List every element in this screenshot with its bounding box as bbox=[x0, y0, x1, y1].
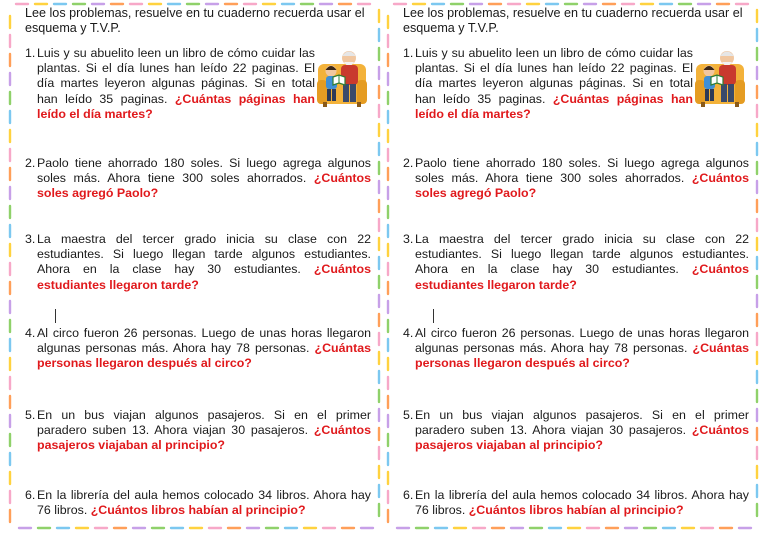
problem-question: ¿Cuántas páginas han leído el día martes? bbox=[415, 91, 693, 121]
problem-text: Al circo fueron 26 personas. Luego de unas horas llegaron algunas personas más. Ahora hay 78 personas. bbox=[415, 326, 749, 356]
problem-text: Al circo fueron 26 personas. Luego de unas horas llegaron algunas personas más. Ahora hay 78 personas. bbox=[37, 326, 371, 356]
text-cursor bbox=[433, 309, 434, 323]
problem-question: ¿Cuántos soles agregó Paolo? bbox=[37, 171, 371, 201]
problem-text: Luis y su abuelito leen un libro de cómo cuidar las plantas. Si el día lunes han leído 22 paginas. El día martes leyeron algunas páginas. Si en total han leído 35 paginas. bbox=[415, 46, 693, 106]
problem-number: 2. bbox=[25, 156, 36, 170]
problem-number: 6. bbox=[403, 488, 414, 502]
instructions: Lee los problemas, resuelve en tu cuaderno recuerda usar el esquema y T.V.P. bbox=[403, 6, 743, 35]
problem-number: 3. bbox=[403, 232, 414, 246]
grandfather-reading-icon bbox=[317, 44, 367, 108]
problem-question: ¿Cuántos libros habían al principio? bbox=[468, 503, 684, 518]
problem-number: 3. bbox=[25, 232, 36, 246]
problem-text: Paolo tiene ahorrado 180 soles. Si luego agrega algunos soles más. Ahora tiene 300 soles ahorrados. bbox=[415, 156, 749, 186]
problem-1 bbox=[403, 46, 693, 122]
problem-question: ¿Cuántas páginas han leído el día martes? bbox=[37, 91, 315, 121]
problem-question: ¿Cuántos estudiantes llegaron tarde? bbox=[37, 262, 371, 292]
problem-text: En la librería del aula hemos colocado 34 libros. Ahora hay 76 libros. bbox=[415, 488, 749, 518]
problem-5 bbox=[25, 408, 371, 454]
problem-text: En la librería del aula hemos colocado 34 libros. Ahora hay 76 libros. bbox=[37, 488, 371, 518]
problem-text: La maestra del tercer grado inicia su clase con 22 estudiantes. Si luego llegan tarde algunos estudiantes. Ahora en la clase hay 30 estudiantes. bbox=[415, 232, 749, 277]
grandfather-reading-icon bbox=[695, 44, 745, 108]
problem-number: 4. bbox=[25, 326, 36, 340]
problem-number: 2. bbox=[403, 156, 414, 170]
problem-number: 5. bbox=[25, 408, 36, 422]
problem-question: ¿Cuántos soles agregó Paolo? bbox=[415, 171, 749, 201]
problem-4 bbox=[25, 326, 371, 372]
problem-question: ¿Cuántas personas llegaron después al circo? bbox=[415, 341, 749, 371]
problem-3 bbox=[403, 232, 749, 293]
problem-question: ¿Cuántos estudiantes llegaron tarde? bbox=[415, 262, 749, 292]
problem-question: ¿Cuántos pasajeros viajaban al principio? bbox=[37, 423, 371, 453]
problem-text: En un bus viajan algunos pasajeros. Si en el primer paradero suben 13. Ahora viajan 30 pasajeros. bbox=[415, 408, 749, 438]
problem-5 bbox=[403, 408, 749, 454]
text-cursor bbox=[55, 309, 56, 323]
problem-4 bbox=[403, 326, 749, 372]
problem-text: En un bus viajan algunos pasajeros. Si en el primer paradero suben 13. Ahora viajan 30 pasajeros. bbox=[37, 408, 371, 438]
problem-question: ¿Cuántas personas llegaron después al circo? bbox=[37, 341, 371, 371]
problem-text: Paolo tiene ahorrado 180 soles. Si luego agrega algunos soles más. Ahora tiene 300 soles ahorrados. bbox=[37, 156, 371, 186]
worksheet-copy-left bbox=[8, 2, 381, 530]
instructions: Lee los problemas, resuelve en tu cuaderno recuerda usar el esquema y T.V.P. bbox=[25, 6, 365, 35]
problem-question: ¿Cuántos libros habían al principio? bbox=[90, 503, 306, 518]
problem-question: ¿Cuántos pasajeros viajaban al principio? bbox=[415, 423, 749, 453]
problem-number: 6. bbox=[25, 488, 36, 502]
problem-number: 1. bbox=[25, 46, 36, 60]
problem-3 bbox=[25, 232, 371, 293]
problem-number: 1. bbox=[403, 46, 414, 60]
problem-number: 5. bbox=[403, 408, 414, 422]
problem-text: Luis y su abuelito leen un libro de cómo cuidar las plantas. Si el día lunes han leído 22 paginas. El día martes leyeron algunas páginas. Si en total han leído 35 paginas. bbox=[37, 46, 315, 106]
problem-2 bbox=[25, 156, 371, 202]
problem-text: La maestra del tercer grado inicia su clase con 22 estudiantes. Si luego llegan tarde algunos estudiantes. Ahora en la clase hay 30 estudiantes. bbox=[37, 232, 371, 277]
worksheet-copy-right bbox=[386, 2, 759, 530]
problem-6 bbox=[403, 488, 749, 518]
problem-6 bbox=[25, 488, 371, 518]
problem-number: 4. bbox=[403, 326, 414, 340]
problem-2 bbox=[403, 156, 749, 202]
problem-1 bbox=[25, 46, 315, 122]
